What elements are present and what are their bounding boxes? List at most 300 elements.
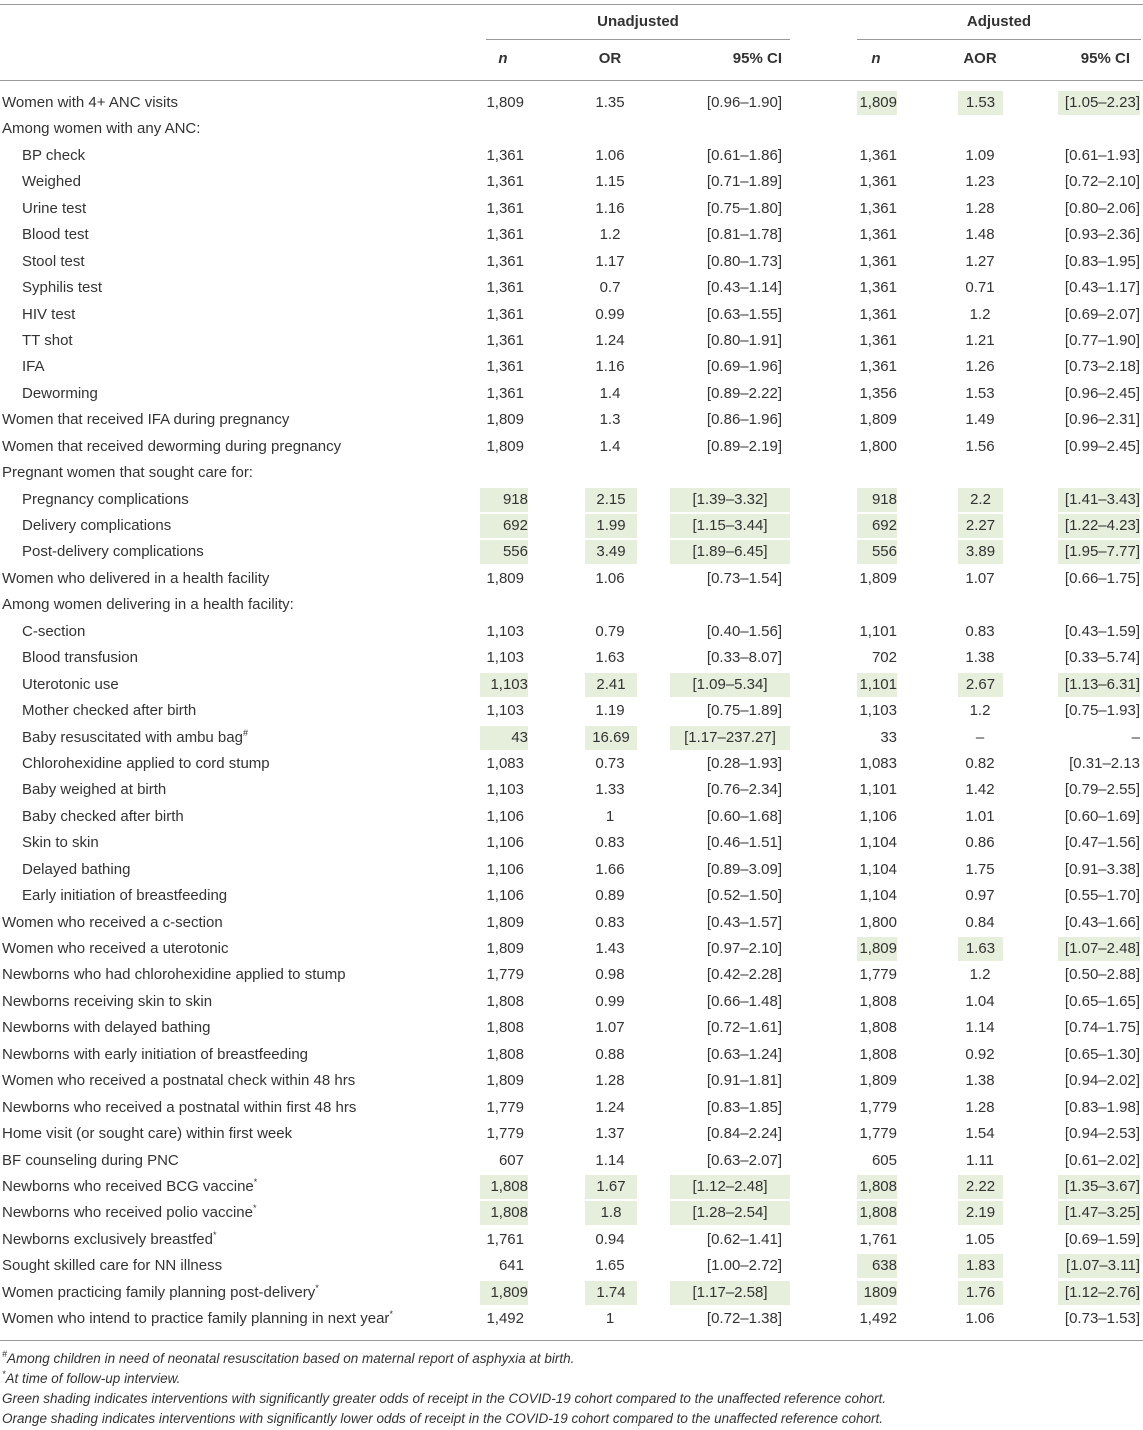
or-cell: 0.79 <box>595 622 625 640</box>
ci-adjusted-cell: [0.73–2.18] <box>1064 358 1140 376</box>
ci-unadjusted-cell: [0.81–1.78] <box>706 226 782 244</box>
or-cell: 3.49 <box>585 540 637 564</box>
or-cell: 1.37 <box>595 1125 625 1143</box>
table-row <box>0 196 1143 222</box>
or-cell: 1.24 <box>595 331 625 349</box>
ci-unadjusted-cell: [1.17–237.27] <box>670 726 790 750</box>
ci-adjusted-cell: [0.79–2.55] <box>1064 781 1140 799</box>
ci-adjusted-cell: [0.72–2.10] <box>1064 173 1140 191</box>
row-label <box>22 831 99 855</box>
ci-adjusted-cell: [1.41–3.43] <box>1058 488 1140 512</box>
n-unadjusted-cell: 1,809 <box>486 913 524 931</box>
table-row <box>0 936 1143 962</box>
or-cell: 0.89 <box>595 887 625 905</box>
table-row <box>0 1095 1143 1121</box>
row-label-text: Stool test <box>22 252 85 270</box>
table-row <box>0 751 1143 777</box>
ci-unadjusted-cell: [0.84–2.24] <box>706 1125 782 1143</box>
ci-adjusted-cell: [0.60–1.69] <box>1064 807 1140 825</box>
ci-unadjusted-cell: [0.43–1.57] <box>706 913 782 931</box>
n-adjusted-cell: 1,361 <box>859 199 897 217</box>
ci-adjusted-cell: [0.83–1.98] <box>1064 1098 1140 1116</box>
table-row <box>0 1253 1143 1279</box>
row-label <box>2 1149 179 1173</box>
unadjusted-group-rule <box>486 39 790 40</box>
n-unadjusted-cell: 1,361 <box>486 384 524 402</box>
section-row <box>0 592 1143 618</box>
or-cell: 1.14 <box>595 1151 625 1169</box>
aor-cell: 1.26 <box>965 358 995 376</box>
n-unadjusted-cell: 607 <box>498 1151 524 1169</box>
table-row <box>0 830 1143 856</box>
row-label-text: Women that received IFA during pregnancy <box>2 411 290 429</box>
footnote-marker: * <box>253 1176 258 1187</box>
n-adjusted-cell: 1,808 <box>859 1045 897 1063</box>
row-label <box>22 329 73 353</box>
table-row <box>0 513 1143 539</box>
row-label-text: Newborns who received a postnatal within first 48 hrs <box>2 1098 357 1116</box>
aor-cell: 1.01 <box>965 807 995 825</box>
ci-adjusted-cell: [0.91–3.38] <box>1064 860 1140 878</box>
or-cell: 1.3 <box>599 411 621 429</box>
n-unadjusted-cell: 1,779 <box>486 1125 524 1143</box>
n-unadjusted-cell: 1,103 <box>486 649 524 667</box>
n-unadjusted-cell: 1,809 <box>486 437 524 455</box>
footnote <box>2 1389 1142 1409</box>
col-header-ci-adjusted: 95% CI <box>1080 50 1130 67</box>
n-adjusted-cell: 1,361 <box>859 331 897 349</box>
ci-adjusted-cell: [1.07–3.11] <box>1058 1254 1140 1278</box>
row-label-text: Newborns exclusively breastfed <box>2 1230 213 1248</box>
aor-cell: 2.67 <box>958 673 1003 697</box>
or-cell: 1.28 <box>595 1072 625 1090</box>
or-cell: 0.99 <box>595 992 625 1010</box>
or-cell: 1.63 <box>595 649 625 667</box>
or-cell: 0.73 <box>595 754 625 772</box>
table-row <box>0 804 1143 830</box>
aor-cell: 1.54 <box>965 1125 995 1143</box>
row-label-text: Women with 4+ ANC visits <box>2 94 179 111</box>
n-adjusted-cell: 1,761 <box>859 1230 897 1248</box>
table-row <box>0 962 1143 988</box>
ci-unadjusted-cell: [0.72–1.61] <box>706 1019 782 1037</box>
ci-adjusted-cell: [0.66–1.75] <box>1064 569 1140 587</box>
ci-adjusted-cell: [0.43–1.59] <box>1064 622 1140 640</box>
n-adjusted-cell: 1,809 <box>859 411 897 429</box>
n-adjusted-cell: 1,361 <box>859 173 897 191</box>
aor-cell: 1.09 <box>965 146 995 164</box>
table-row <box>0 619 1143 645</box>
table-top-rule <box>0 4 1143 5</box>
row-label-text: Post-delivery complications <box>22 543 204 561</box>
n-adjusted-cell: 1,808 <box>857 1175 897 1199</box>
row-label-text: Delayed bathing <box>22 860 131 878</box>
row-label-text: Home visit (or sought care) within first week <box>2 1125 293 1143</box>
ci-adjusted-cell: [0.61–2.02] <box>1064 1151 1140 1169</box>
n-adjusted-cell: 1,800 <box>859 437 897 455</box>
row-label <box>2 567 269 591</box>
row-label <box>2 1201 256 1225</box>
row-label-text: Baby resuscitated with ambu bag <box>22 728 243 746</box>
n-unadjusted-cell: 1,106 <box>486 887 524 905</box>
row-label <box>22 646 138 670</box>
aor-cell: 0.92 <box>965 1045 995 1063</box>
table-row <box>0 777 1143 803</box>
or-cell: 1.16 <box>595 358 625 376</box>
or-cell: 16.69 <box>585 726 637 750</box>
aor-cell: 1.76 <box>958 1281 1003 1305</box>
ci-unadjusted-cell: [0.80–1.91] <box>706 331 782 349</box>
ci-unadjusted-cell: [1.00–2.72] <box>706 1257 782 1275</box>
row-label-text: C-section <box>22 622 86 640</box>
table-row <box>0 354 1143 380</box>
row-label <box>22 540 204 564</box>
row-label-text: Uterotonic use <box>22 675 119 693</box>
row-label <box>2 1307 393 1331</box>
n-adjusted-cell: 918 <box>857 488 897 512</box>
n-adjusted-cell: 692 <box>857 514 897 538</box>
or-cell: 0.98 <box>595 966 625 984</box>
row-label-text: Newborns who received BCG vaccine <box>2 1177 254 1195</box>
footnote-marker: * <box>389 1309 393 1320</box>
ci-adjusted-cell: [0.99–2.45] <box>1064 437 1140 455</box>
n-adjusted-cell: 1,104 <box>859 887 897 905</box>
n-unadjusted-cell: 1,808 <box>486 992 524 1010</box>
ci-unadjusted-cell: [1.17–2.58] <box>670 1281 790 1305</box>
ci-adjusted-cell: – <box>1131 728 1140 746</box>
row-label-text: IFA <box>22 358 45 376</box>
table-row <box>0 381 1143 407</box>
n-adjusted-cell: 1,361 <box>859 358 897 376</box>
footnote-text: Green shading indicates interventions with significantly greater odds of receipt in the COVID-19 cohort compared to the unaffected reference cohort. <box>2 1391 886 1406</box>
n-adjusted-cell: 1,104 <box>859 834 897 852</box>
n-adjusted-cell: 1,779 <box>859 1125 897 1143</box>
or-cell: 1.99 <box>585 514 637 538</box>
adjusted-group-rule <box>857 39 1141 40</box>
table-row <box>0 698 1143 724</box>
ci-adjusted-cell: [0.65–1.65] <box>1064 992 1140 1010</box>
aor-cell: 0.84 <box>965 913 995 931</box>
row-label <box>22 276 102 300</box>
ci-adjusted-cell: [0.96–2.31] <box>1064 411 1140 429</box>
ci-adjusted-cell: [1.47–3.25] <box>1058 1201 1140 1225</box>
row-label <box>2 1096 356 1120</box>
row-label <box>22 884 227 908</box>
n-adjusted-cell: 1,101 <box>859 622 897 640</box>
n-unadjusted-cell: 918 <box>480 488 528 512</box>
n-adjusted-cell: 33 <box>880 728 897 746</box>
ci-unadjusted-cell: [0.73–1.54] <box>706 569 782 587</box>
or-cell: 1 <box>605 1310 615 1328</box>
n-adjusted-cell: 1,361 <box>859 305 897 323</box>
section-row <box>0 460 1143 486</box>
ci-adjusted-cell: [0.94–2.02] <box>1064 1072 1140 1090</box>
n-unadjusted-cell: 1,361 <box>486 358 524 376</box>
or-cell: 1.43 <box>595 940 625 957</box>
aor-cell: 1.28 <box>965 199 995 217</box>
row-label <box>2 911 223 935</box>
n-adjusted-cell: 1,361 <box>859 226 897 244</box>
row-label-text: Delivery complications <box>22 517 172 534</box>
ci-unadjusted-cell: [1.89–6.45] <box>670 540 790 564</box>
ci-unadjusted-cell: [0.69–1.96] <box>706 358 782 376</box>
row-label <box>22 355 45 379</box>
table-row <box>0 989 1143 1015</box>
row-label <box>22 170 81 194</box>
ci-adjusted-cell: [1.07–2.48] <box>1058 937 1140 961</box>
ci-adjusted-cell: [0.73–1.53] <box>1064 1310 1140 1328</box>
n-unadjusted-cell: 1,103 <box>486 622 524 640</box>
ci-unadjusted-cell: [0.97–2.10] <box>706 940 782 957</box>
n-unadjusted-cell: 1,808 <box>480 1201 528 1225</box>
or-cell: 1.16 <box>595 199 625 217</box>
row-label <box>2 1254 222 1278</box>
or-cell: 1.07 <box>595 1019 625 1037</box>
table-row <box>0 1068 1143 1094</box>
footnote-marker: * <box>212 1229 217 1240</box>
row-label <box>22 144 85 168</box>
ci-adjusted-cell: [0.69–2.07] <box>1064 305 1140 323</box>
ci-adjusted-cell: [0.94–2.53] <box>1064 1125 1140 1143</box>
n-adjusted-cell: 1,779 <box>859 1098 897 1116</box>
n-adjusted-cell: 1,101 <box>859 781 897 799</box>
row-label-text: Blood transfusion <box>22 649 138 667</box>
ci-adjusted-cell: [0.47–1.56] <box>1064 834 1140 852</box>
n-unadjusted-cell: 1,361 <box>486 173 524 191</box>
n-unadjusted-cell: 1,361 <box>486 252 524 270</box>
row-label <box>2 408 289 432</box>
ci-unadjusted-cell: [0.63–2.07] <box>706 1151 782 1169</box>
table-row <box>0 143 1143 169</box>
footnote <box>2 1409 1142 1429</box>
n-unadjusted-cell: 1,361 <box>486 279 524 297</box>
ci-adjusted-cell: [0.93–2.36] <box>1064 226 1140 244</box>
ci-unadjusted-cell: [0.76–2.34] <box>706 781 782 799</box>
aor-cell: 1.42 <box>965 781 995 799</box>
footnote <box>2 1349 1142 1369</box>
table-row <box>0 1306 1143 1332</box>
aor-cell: 1.2 <box>969 305 991 323</box>
table-row <box>0 883 1143 909</box>
table-row <box>0 222 1143 248</box>
table-row <box>0 302 1143 328</box>
row-label <box>22 303 75 327</box>
row-label <box>22 726 248 750</box>
n-adjusted-cell: 1,101 <box>857 673 897 697</box>
row-label <box>22 752 270 776</box>
n-adjusted-cell: 1,361 <box>859 279 897 297</box>
table-row <box>0 90 1143 116</box>
table-row <box>0 910 1143 936</box>
row-label-text: Baby checked after birth <box>22 807 184 825</box>
or-cell: 1.65 <box>595 1257 625 1275</box>
n-adjusted-cell: 1,361 <box>859 146 897 164</box>
aor-cell: 1.07 <box>965 569 995 587</box>
n-adjusted-cell: 1,106 <box>859 807 897 825</box>
aor-cell: 1.14 <box>965 1019 995 1037</box>
table-row <box>0 1015 1143 1041</box>
ci-adjusted-cell: [0.77–1.90] <box>1064 331 1140 349</box>
n-unadjusted-cell: 1,809 <box>480 1281 528 1305</box>
aor-cell: 2.22 <box>958 1175 1003 1199</box>
footnote-marker: * <box>315 1282 319 1293</box>
row-label <box>22 250 85 274</box>
row-label <box>22 488 189 512</box>
table-body <box>0 90 1143 1333</box>
ci-unadjusted-cell: [0.42–2.28] <box>706 966 782 984</box>
n-adjusted-cell: 1,809 <box>857 937 897 961</box>
or-cell: 1.19 <box>595 702 625 720</box>
n-unadjusted-cell: 1,103 <box>486 702 524 720</box>
table-row <box>0 434 1143 460</box>
ci-adjusted-cell: [0.80–2.06] <box>1064 199 1140 217</box>
table-row <box>0 1227 1143 1253</box>
row-label-text: Skin to skin <box>22 834 99 852</box>
row-label-text: Women who received a uterotonic <box>2 940 229 957</box>
n-unadjusted-cell: 1,106 <box>486 834 524 852</box>
n-unadjusted-cell: 556 <box>480 540 528 564</box>
ci-unadjusted-cell: [0.89–2.19] <box>706 437 782 455</box>
row-label <box>22 514 171 538</box>
n-adjusted-cell: 1,492 <box>859 1310 897 1328</box>
ci-unadjusted-cell: [0.72–1.38] <box>706 1310 782 1328</box>
table-row <box>0 275 1143 301</box>
aor-cell: 0.83 <box>965 622 995 640</box>
row-label <box>2 963 346 987</box>
n-adjusted-cell: 1,104 <box>859 860 897 878</box>
or-cell: 2.41 <box>585 673 637 697</box>
or-cell: 1 <box>605 807 615 825</box>
or-cell: 1.4 <box>599 384 621 402</box>
n-adjusted-cell: 1,361 <box>859 252 897 270</box>
row-label <box>22 858 130 882</box>
n-adjusted-cell: 1809 <box>857 1281 897 1305</box>
ci-adjusted-cell: [0.55–1.70] <box>1064 887 1140 905</box>
n-unadjusted-cell: 1,103 <box>480 673 528 697</box>
footnote-marker: * <box>252 1203 257 1214</box>
n-unadjusted-cell: 1,809 <box>486 411 524 429</box>
row-label-text: Syphilis test <box>22 279 103 297</box>
row-label <box>22 805 184 829</box>
or-cell: 1.33 <box>595 781 625 799</box>
aor-cell: 1.63 <box>958 937 1003 961</box>
or-cell: 0.83 <box>595 834 625 852</box>
aor-cell: 3.89 <box>958 540 1003 564</box>
ci-unadjusted-cell: [1.15–3.44] <box>670 514 790 538</box>
or-cell: 0.83 <box>595 913 625 931</box>
n-unadjusted-cell: 1,809 <box>486 1072 524 1090</box>
row-label-text: Women who delivered in a health facility <box>2 569 270 587</box>
n-unadjusted-cell: 1,361 <box>486 226 524 244</box>
col-header-or: OR <box>598 50 622 67</box>
row-label <box>2 1122 292 1146</box>
ci-adjusted-cell: [0.75–1.93] <box>1064 702 1140 720</box>
footnote-text: At time of follow-up interview. <box>5 1371 181 1386</box>
row-label <box>22 223 89 247</box>
ci-unadjusted-cell: [0.33–8.07] <box>706 649 782 667</box>
table-row <box>0 1200 1143 1226</box>
table-footnotes <box>2 1349 1142 1429</box>
aor-cell: 0.82 <box>965 754 995 772</box>
row-label-text: Women that received deworming during pregnancy <box>2 437 342 455</box>
ci-adjusted-cell: [1.95–7.77] <box>1058 540 1140 564</box>
or-cell: 1.2 <box>599 226 621 244</box>
ci-unadjusted-cell: [0.62–1.41] <box>706 1230 782 1248</box>
adjusted-group-header: Adjusted <box>966 13 1032 30</box>
section-row <box>0 116 1143 142</box>
table-bottom-rule <box>0 1340 1143 1341</box>
n-unadjusted-cell: 1,083 <box>486 754 524 772</box>
row-label <box>2 593 294 617</box>
row-label <box>2 1043 308 1067</box>
ci-adjusted-cell: [0.50–2.88] <box>1064 966 1140 984</box>
row-label <box>2 461 253 485</box>
row-label <box>22 673 119 697</box>
row-label-text: TT shot <box>22 331 73 349</box>
aor-cell: 1.2 <box>969 702 991 720</box>
n-unadjusted-cell: 1,361 <box>486 305 524 323</box>
row-label-text: Women practicing family planning post-delivery <box>2 1283 316 1301</box>
ci-unadjusted-cell: [0.96–1.90] <box>706 94 782 111</box>
aor-cell: 1.28 <box>965 1098 995 1116</box>
n-unadjusted-cell: 1,808 <box>486 1019 524 1037</box>
or-cell: 1.35 <box>595 94 625 111</box>
row-label <box>2 91 178 115</box>
table-row <box>0 1174 1143 1200</box>
row-label-text: Among women with any ANC: <box>2 120 201 138</box>
n-adjusted-cell: 1,103 <box>859 702 897 720</box>
or-cell: 2.15 <box>585 488 637 512</box>
row-label <box>22 197 86 221</box>
ci-unadjusted-cell: [0.86–1.96] <box>706 411 782 429</box>
row-label <box>2 1016 210 1040</box>
ci-unadjusted-cell: [0.60–1.68] <box>706 807 782 825</box>
ci-unadjusted-cell: [0.28–1.93] <box>706 754 782 772</box>
row-label-text: Sought skilled care for NN illness <box>2 1257 223 1275</box>
or-cell: 1.17 <box>595 252 625 270</box>
footnote-text: Orange shading indicates interventions with significantly lower odds of receipt in the COVID-19 cohort compared to the unaffected reference cohort. <box>2 1411 883 1426</box>
ci-unadjusted-cell: [1.39–3.32] <box>670 488 790 512</box>
ci-adjusted-cell: [1.05–2.23] <box>1058 91 1140 115</box>
n-adjusted-cell: 702 <box>871 649 897 667</box>
ci-unadjusted-cell: [0.80–1.73] <box>706 252 782 270</box>
row-label-text: Weighed <box>22 173 81 191</box>
table-row <box>0 645 1143 671</box>
unadjusted-group-header: Unadjusted <box>597 13 679 30</box>
ci-unadjusted-cell: [0.83–1.85] <box>706 1098 782 1116</box>
n-adjusted-cell: 1,809 <box>857 91 897 115</box>
row-label-text: Newborns who had chlorohexidine applied to stump <box>2 966 346 984</box>
ci-unadjusted-cell: [0.75–1.80] <box>706 199 782 217</box>
aor-cell: 1.56 <box>965 437 995 455</box>
n-unadjusted-cell: 1,361 <box>486 146 524 164</box>
aor-cell: 1.2 <box>969 966 991 984</box>
n-adjusted-cell: 1,808 <box>859 1019 897 1037</box>
aor-cell: 1.48 <box>965 226 995 244</box>
table-row <box>0 249 1143 275</box>
row-label-text: Newborns who received polio vaccine <box>2 1204 253 1222</box>
n-adjusted-cell: 1,083 <box>859 754 897 772</box>
ci-unadjusted-cell: [0.40–1.56] <box>706 622 782 640</box>
row-label <box>22 382 98 406</box>
row-label <box>2 117 200 141</box>
or-cell: 0.7 <box>599 279 621 297</box>
ci-unadjusted-cell: [0.71–1.89] <box>706 173 782 191</box>
n-unadjusted-cell: 1,106 <box>486 807 524 825</box>
aor-cell: 1.49 <box>965 411 995 429</box>
table-row <box>0 169 1143 195</box>
n-adjusted-cell: 1,779 <box>859 966 897 984</box>
